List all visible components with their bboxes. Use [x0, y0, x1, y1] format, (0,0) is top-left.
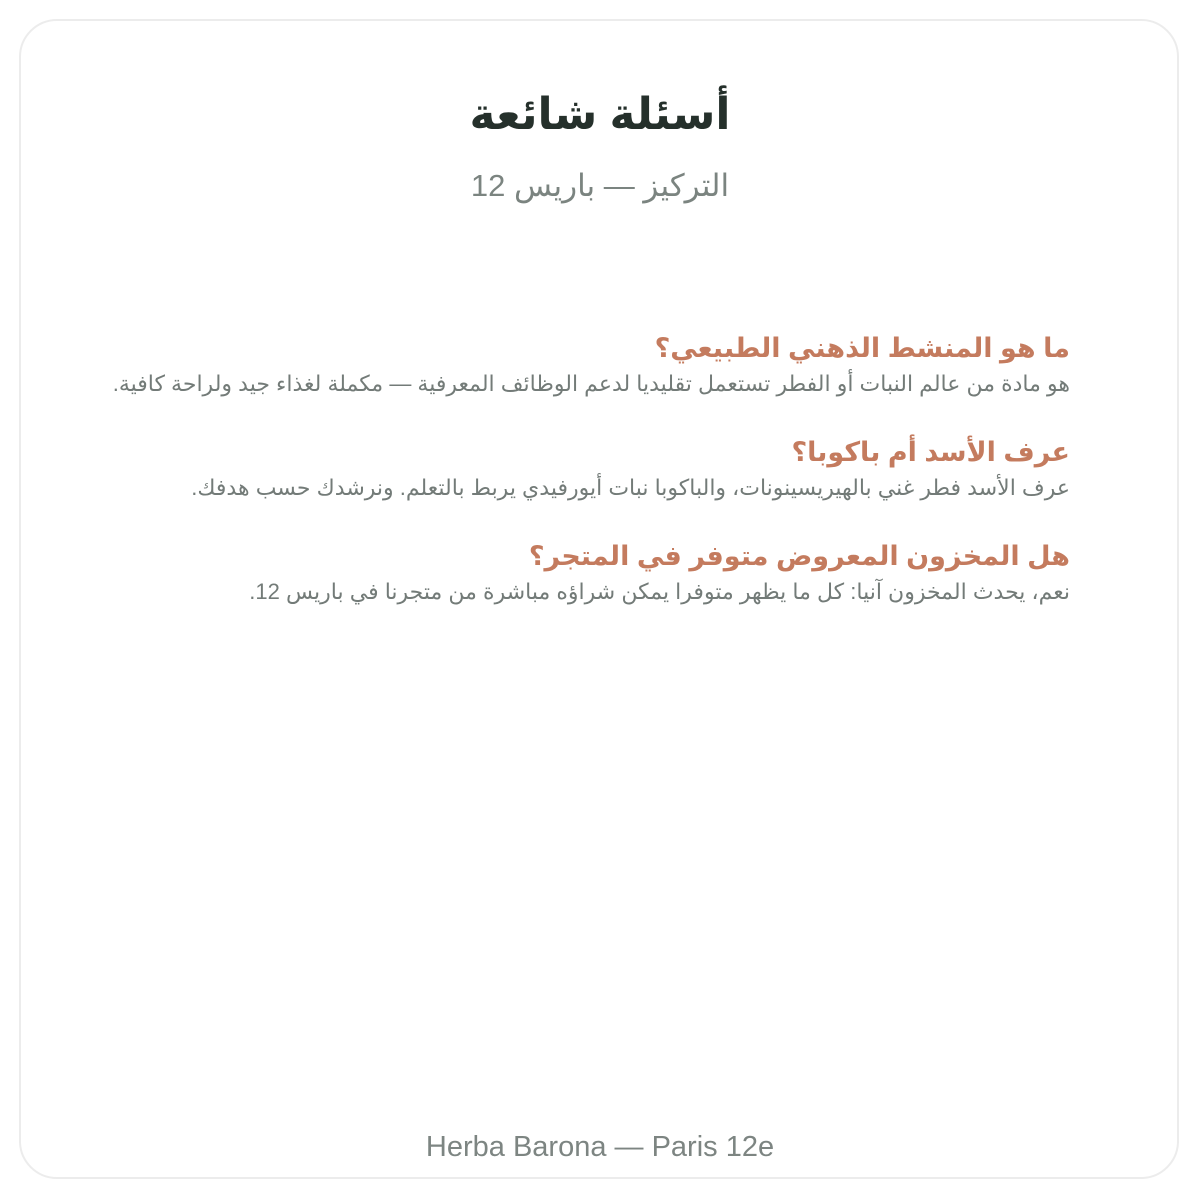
faq-answer: عرف الأسد فطر غني بالهيريسينونات، والباكوبا نبات أيورفيدي يربط بالتعلم. ونرشدك حسب هدفك. — [191, 475, 1070, 500]
faq-question[interactable]: ما هو المنشط الذهني الطبيعي؟ — [654, 333, 1070, 363]
faq-answer: نعم، يحدث المخزون آنيا: كل ما يظهر متوفرا يمكن شراؤه مباشرة من متجرنا في باريس 12. — [249, 579, 1070, 604]
faq-answer: هو مادة من عالم النبات أو الفطر تستعمل تقليديا لدعم الوظائف المعرفية — مكملة لغذاء جيد ولراحة كافية. — [112, 371, 1070, 396]
faq-list — [110, 330, 1070, 642]
faq-item — [110, 434, 1070, 506]
footer-brand: Herba Barona — Paris 12e — [425, 1131, 775, 1163]
faq-question[interactable]: هل المخزون المعروض متوفر في المتجر؟ — [528, 541, 1070, 571]
faq-question[interactable]: عرف الأسد أم باكوبا؟ — [791, 437, 1070, 467]
faq-item — [110, 538, 1070, 610]
page-title: أسئلة شائعة — [469, 90, 731, 139]
faq-item — [110, 330, 1070, 402]
page-subtitle: التركيز — باريس 12 — [470, 168, 730, 203]
